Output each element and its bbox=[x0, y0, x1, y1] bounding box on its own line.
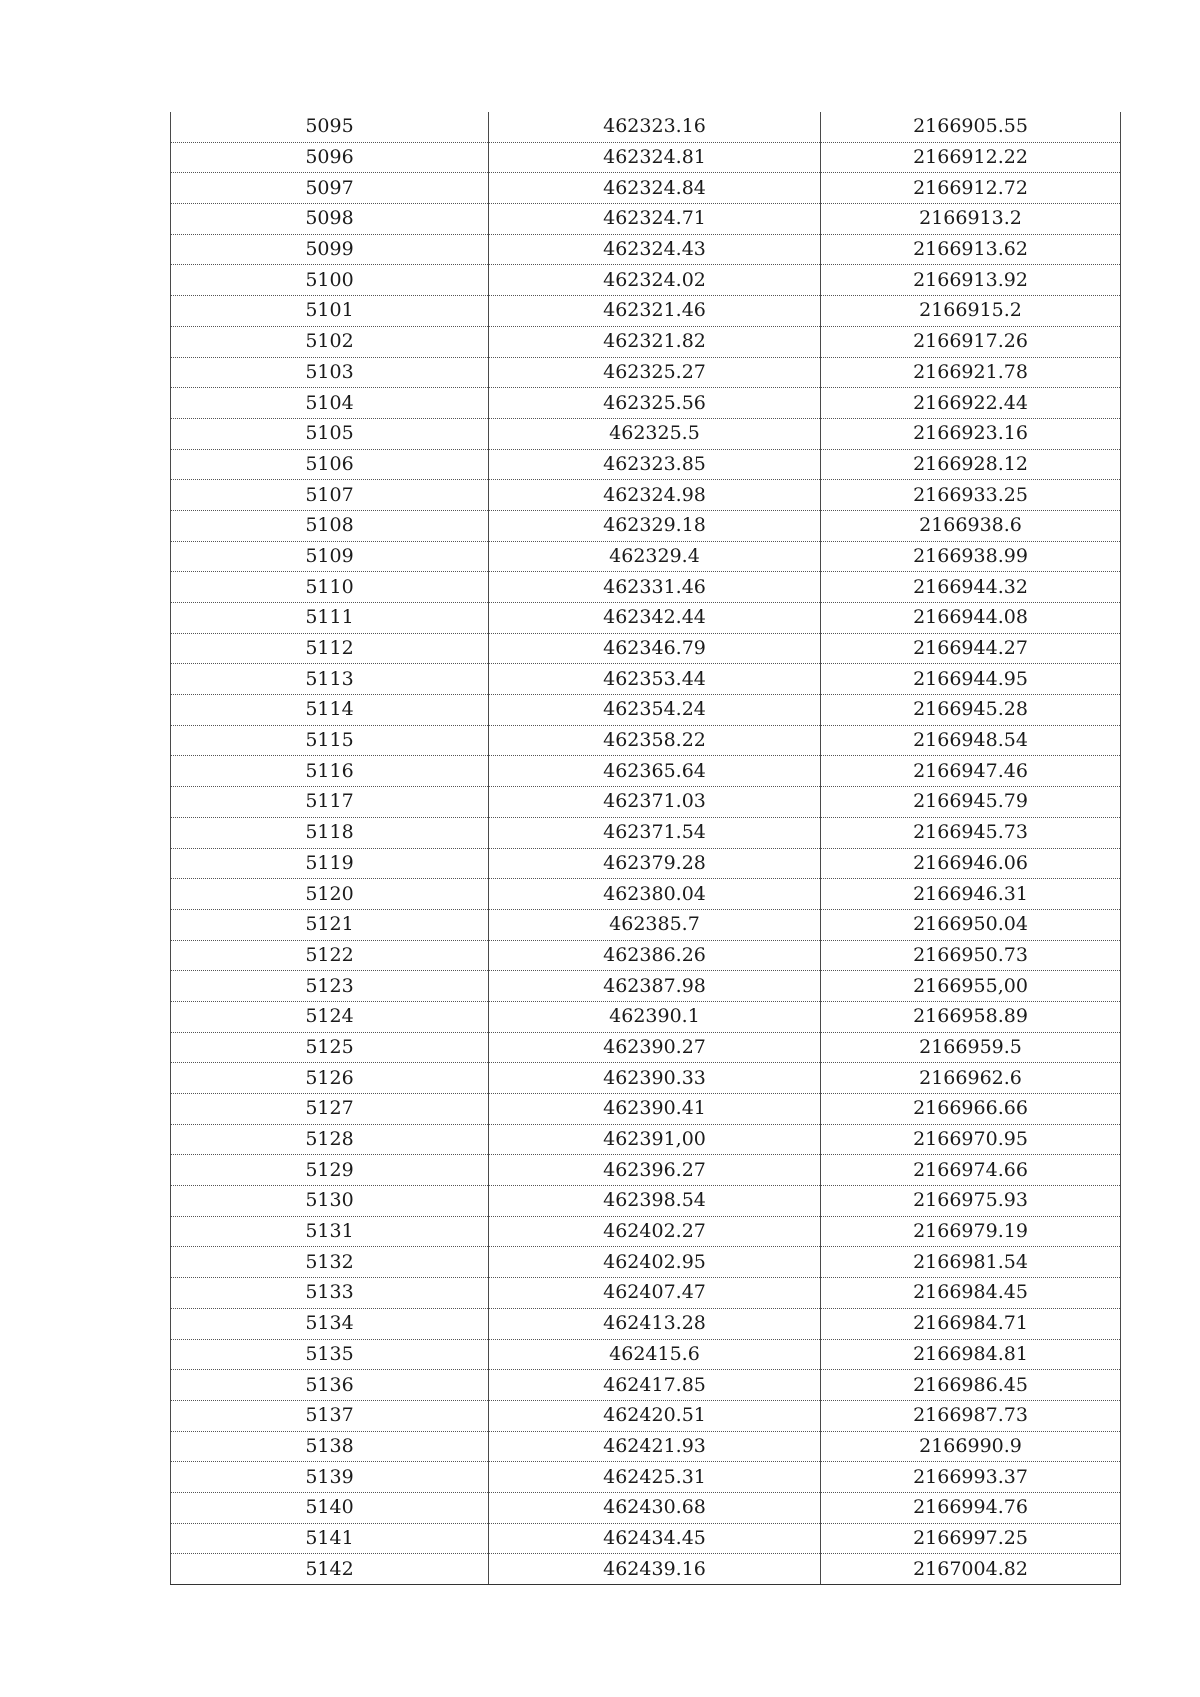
y-coordinate-cell: 2166947.46 bbox=[821, 756, 1121, 787]
x-coordinate-cell: 462391,00 bbox=[489, 1124, 821, 1155]
coordinate-table bbox=[170, 112, 1121, 1585]
x-coordinate-cell: 462439.16 bbox=[489, 1554, 821, 1585]
y-coordinate-cell: 2166970.95 bbox=[821, 1124, 1121, 1155]
x-coordinate-cell: 462323.16 bbox=[489, 112, 821, 142]
point-id-cell: 5142 bbox=[171, 1554, 489, 1585]
x-coordinate-cell: 462390.27 bbox=[489, 1032, 821, 1063]
table-row bbox=[171, 1001, 1121, 1032]
point-id-cell: 5125 bbox=[171, 1032, 489, 1063]
point-id-cell: 5137 bbox=[171, 1400, 489, 1431]
table-row bbox=[171, 695, 1121, 726]
x-coordinate-cell: 462398.54 bbox=[489, 1186, 821, 1217]
x-coordinate-cell: 462371.03 bbox=[489, 787, 821, 818]
table-row bbox=[171, 603, 1121, 634]
table-row bbox=[171, 1400, 1121, 1431]
x-coordinate-cell: 462387.98 bbox=[489, 971, 821, 1002]
table-row bbox=[171, 541, 1121, 572]
table-row bbox=[171, 787, 1121, 818]
x-coordinate-cell: 462402.27 bbox=[489, 1216, 821, 1247]
table-row bbox=[171, 879, 1121, 910]
point-id-cell: 5120 bbox=[171, 879, 489, 910]
x-coordinate-cell: 462323.85 bbox=[489, 449, 821, 480]
point-id-cell: 5131 bbox=[171, 1216, 489, 1247]
point-id-cell: 5127 bbox=[171, 1094, 489, 1125]
y-coordinate-cell: 2166938.6 bbox=[821, 510, 1121, 541]
y-coordinate-cell: 2166938.99 bbox=[821, 541, 1121, 572]
point-id-cell: 5102 bbox=[171, 326, 489, 357]
y-coordinate-cell: 2166945.79 bbox=[821, 787, 1121, 818]
x-coordinate-cell: 462324.02 bbox=[489, 265, 821, 296]
y-coordinate-cell: 2166923.16 bbox=[821, 418, 1121, 449]
point-id-cell: 5097 bbox=[171, 173, 489, 204]
x-coordinate-cell: 462324.43 bbox=[489, 234, 821, 265]
x-coordinate-cell: 462358.22 bbox=[489, 725, 821, 756]
y-coordinate-cell: 2166933.25 bbox=[821, 480, 1121, 511]
x-coordinate-cell: 462324.84 bbox=[489, 173, 821, 204]
y-coordinate-cell: 2166993.37 bbox=[821, 1462, 1121, 1493]
point-id-cell: 5128 bbox=[171, 1124, 489, 1155]
x-coordinate-cell: 462346.79 bbox=[489, 633, 821, 664]
table-row bbox=[171, 480, 1121, 511]
x-coordinate-cell: 462386.26 bbox=[489, 940, 821, 971]
point-id-cell: 5105 bbox=[171, 418, 489, 449]
point-id-cell: 5116 bbox=[171, 756, 489, 787]
point-id-cell: 5124 bbox=[171, 1001, 489, 1032]
point-id-cell: 5111 bbox=[171, 603, 489, 634]
table-row bbox=[171, 725, 1121, 756]
table-row bbox=[171, 1492, 1121, 1523]
table-row bbox=[171, 756, 1121, 787]
point-id-cell: 5134 bbox=[171, 1308, 489, 1339]
y-coordinate-cell: 2166994.76 bbox=[821, 1492, 1121, 1523]
y-coordinate-cell: 2166984.71 bbox=[821, 1308, 1121, 1339]
y-coordinate-cell: 2166986.45 bbox=[821, 1370, 1121, 1401]
x-coordinate-cell: 462430.68 bbox=[489, 1492, 821, 1523]
point-id-cell: 5099 bbox=[171, 234, 489, 265]
table-row bbox=[171, 817, 1121, 848]
point-id-cell: 5095 bbox=[171, 112, 489, 142]
x-coordinate-cell: 462324.71 bbox=[489, 204, 821, 235]
y-coordinate-cell: 2166950.04 bbox=[821, 909, 1121, 940]
table-row bbox=[171, 1216, 1121, 1247]
x-coordinate-cell: 462434.45 bbox=[489, 1523, 821, 1554]
y-coordinate-cell: 2166975.93 bbox=[821, 1186, 1121, 1217]
y-coordinate-cell: 2166958.89 bbox=[821, 1001, 1121, 1032]
point-id-cell: 5106 bbox=[171, 449, 489, 480]
table-row bbox=[171, 1124, 1121, 1155]
y-coordinate-cell: 2166955,00 bbox=[821, 971, 1121, 1002]
y-coordinate-cell: 2166945.73 bbox=[821, 817, 1121, 848]
x-coordinate-cell: 462420.51 bbox=[489, 1400, 821, 1431]
table-row bbox=[171, 633, 1121, 664]
table-row bbox=[171, 1063, 1121, 1094]
y-coordinate-cell: 2166946.31 bbox=[821, 879, 1121, 910]
y-coordinate-cell: 2166917.26 bbox=[821, 326, 1121, 357]
y-coordinate-cell: 2166997.25 bbox=[821, 1523, 1121, 1554]
x-coordinate-cell: 462417.85 bbox=[489, 1370, 821, 1401]
y-coordinate-cell: 2166987.73 bbox=[821, 1400, 1121, 1431]
y-coordinate-cell: 2166922.44 bbox=[821, 388, 1121, 419]
point-id-cell: 5118 bbox=[171, 817, 489, 848]
table-row bbox=[171, 940, 1121, 971]
table-row bbox=[171, 1032, 1121, 1063]
x-coordinate-cell: 462390.33 bbox=[489, 1063, 821, 1094]
table-row bbox=[171, 510, 1121, 541]
point-id-cell: 5096 bbox=[171, 142, 489, 173]
point-id-cell: 5138 bbox=[171, 1431, 489, 1462]
y-coordinate-cell: 2166984.45 bbox=[821, 1278, 1121, 1309]
y-coordinate-cell: 2167004.82 bbox=[821, 1554, 1121, 1585]
table-row bbox=[171, 142, 1121, 173]
point-id-cell: 5119 bbox=[171, 848, 489, 879]
table-row bbox=[171, 173, 1121, 204]
y-coordinate-cell: 2166950.73 bbox=[821, 940, 1121, 971]
table-row bbox=[171, 112, 1121, 142]
x-coordinate-cell: 462353.44 bbox=[489, 664, 821, 695]
x-coordinate-cell: 462413.28 bbox=[489, 1308, 821, 1339]
x-coordinate-cell: 462329.18 bbox=[489, 510, 821, 541]
point-id-cell: 5103 bbox=[171, 357, 489, 388]
x-coordinate-cell: 462390.1 bbox=[489, 1001, 821, 1032]
y-coordinate-cell: 2166990.9 bbox=[821, 1431, 1121, 1462]
point-id-cell: 5114 bbox=[171, 695, 489, 726]
y-coordinate-cell: 2166962.6 bbox=[821, 1063, 1121, 1094]
y-coordinate-cell: 2166974.66 bbox=[821, 1155, 1121, 1186]
table-row bbox=[171, 388, 1121, 419]
table-row bbox=[171, 1339, 1121, 1370]
point-id-cell: 5135 bbox=[171, 1339, 489, 1370]
x-coordinate-cell: 462329.4 bbox=[489, 541, 821, 572]
point-id-cell: 5129 bbox=[171, 1155, 489, 1186]
table-row bbox=[171, 572, 1121, 603]
x-coordinate-cell: 462342.44 bbox=[489, 603, 821, 634]
point-id-cell: 5107 bbox=[171, 480, 489, 511]
x-coordinate-cell: 462325.5 bbox=[489, 418, 821, 449]
table-row bbox=[171, 1247, 1121, 1278]
point-id-cell: 5112 bbox=[171, 633, 489, 664]
x-coordinate-cell: 462324.98 bbox=[489, 480, 821, 511]
table-row bbox=[171, 296, 1121, 327]
point-id-cell: 5108 bbox=[171, 510, 489, 541]
table-row bbox=[171, 326, 1121, 357]
x-coordinate-cell: 462402.95 bbox=[489, 1247, 821, 1278]
y-coordinate-cell: 2166913.62 bbox=[821, 234, 1121, 265]
y-coordinate-cell: 2166966.66 bbox=[821, 1094, 1121, 1125]
y-coordinate-cell: 2166912.72 bbox=[821, 173, 1121, 204]
x-coordinate-cell: 462325.27 bbox=[489, 357, 821, 388]
point-id-cell: 5098 bbox=[171, 204, 489, 235]
point-id-cell: 5141 bbox=[171, 1523, 489, 1554]
x-coordinate-cell: 462371.54 bbox=[489, 817, 821, 848]
point-id-cell: 5133 bbox=[171, 1278, 489, 1309]
x-coordinate-cell: 462415.6 bbox=[489, 1339, 821, 1370]
y-coordinate-cell: 2166915.2 bbox=[821, 296, 1121, 327]
point-id-cell: 5121 bbox=[171, 909, 489, 940]
point-id-cell: 5100 bbox=[171, 265, 489, 296]
y-coordinate-cell: 2166959.5 bbox=[821, 1032, 1121, 1063]
point-id-cell: 5104 bbox=[171, 388, 489, 419]
table-row bbox=[171, 1308, 1121, 1339]
point-id-cell: 5123 bbox=[171, 971, 489, 1002]
y-coordinate-cell: 2166905.55 bbox=[821, 112, 1121, 142]
y-coordinate-cell: 2166945.28 bbox=[821, 695, 1121, 726]
table-row bbox=[171, 1370, 1121, 1401]
y-coordinate-cell: 2166946.06 bbox=[821, 848, 1121, 879]
point-id-cell: 5126 bbox=[171, 1063, 489, 1094]
y-coordinate-cell: 2166944.27 bbox=[821, 633, 1121, 664]
point-id-cell: 5139 bbox=[171, 1462, 489, 1493]
x-coordinate-cell: 462407.47 bbox=[489, 1278, 821, 1309]
y-coordinate-cell: 2166944.32 bbox=[821, 572, 1121, 603]
point-id-cell: 5110 bbox=[171, 572, 489, 603]
table-row bbox=[171, 204, 1121, 235]
table-row bbox=[171, 234, 1121, 265]
table-row bbox=[171, 664, 1121, 695]
point-id-cell: 5115 bbox=[171, 725, 489, 756]
point-id-cell: 5130 bbox=[171, 1186, 489, 1217]
table-row bbox=[171, 1431, 1121, 1462]
x-coordinate-cell: 462425.31 bbox=[489, 1462, 821, 1493]
table-row bbox=[171, 418, 1121, 449]
x-coordinate-cell: 462354.24 bbox=[489, 695, 821, 726]
table-row bbox=[171, 1278, 1121, 1309]
y-coordinate-cell: 2166913.92 bbox=[821, 265, 1121, 296]
table-row bbox=[171, 357, 1121, 388]
table-row bbox=[171, 449, 1121, 480]
y-coordinate-cell: 2166979.19 bbox=[821, 1216, 1121, 1247]
x-coordinate-cell: 462380.04 bbox=[489, 879, 821, 910]
point-id-cell: 5140 bbox=[171, 1492, 489, 1523]
x-coordinate-cell: 462396.27 bbox=[489, 1155, 821, 1186]
point-id-cell: 5113 bbox=[171, 664, 489, 695]
x-coordinate-cell: 462421.93 bbox=[489, 1431, 821, 1462]
x-coordinate-cell: 462321.46 bbox=[489, 296, 821, 327]
y-coordinate-cell: 2166981.54 bbox=[821, 1247, 1121, 1278]
table-row bbox=[171, 1554, 1121, 1585]
table-row bbox=[171, 1523, 1121, 1554]
y-coordinate-cell: 2166913.2 bbox=[821, 204, 1121, 235]
x-coordinate-cell: 462390.41 bbox=[489, 1094, 821, 1125]
x-coordinate-cell: 462324.81 bbox=[489, 142, 821, 173]
y-coordinate-cell: 2166921.78 bbox=[821, 357, 1121, 388]
table-row bbox=[171, 1155, 1121, 1186]
table-body bbox=[171, 112, 1121, 1585]
point-id-cell: 5122 bbox=[171, 940, 489, 971]
y-coordinate-cell: 2166944.95 bbox=[821, 664, 1121, 695]
table-row bbox=[171, 909, 1121, 940]
x-coordinate-cell: 462379.28 bbox=[489, 848, 821, 879]
y-coordinate-cell: 2166928.12 bbox=[821, 449, 1121, 480]
point-id-cell: 5132 bbox=[171, 1247, 489, 1278]
y-coordinate-cell: 2166984.81 bbox=[821, 1339, 1121, 1370]
point-id-cell: 5117 bbox=[171, 787, 489, 818]
x-coordinate-cell: 462365.64 bbox=[489, 756, 821, 787]
point-id-cell: 5136 bbox=[171, 1370, 489, 1401]
table-row bbox=[171, 1462, 1121, 1493]
x-coordinate-cell: 462321.82 bbox=[489, 326, 821, 357]
point-id-cell: 5109 bbox=[171, 541, 489, 572]
table-row bbox=[171, 848, 1121, 879]
table-row bbox=[171, 971, 1121, 1002]
x-coordinate-cell: 462325.56 bbox=[489, 388, 821, 419]
table-row bbox=[171, 1094, 1121, 1125]
table-row bbox=[171, 1186, 1121, 1217]
table-row bbox=[171, 265, 1121, 296]
x-coordinate-cell: 462385.7 bbox=[489, 909, 821, 940]
y-coordinate-cell: 2166948.54 bbox=[821, 725, 1121, 756]
y-coordinate-cell: 2166912.22 bbox=[821, 142, 1121, 173]
y-coordinate-cell: 2166944.08 bbox=[821, 603, 1121, 634]
x-coordinate-cell: 462331.46 bbox=[489, 572, 821, 603]
point-id-cell: 5101 bbox=[171, 296, 489, 327]
